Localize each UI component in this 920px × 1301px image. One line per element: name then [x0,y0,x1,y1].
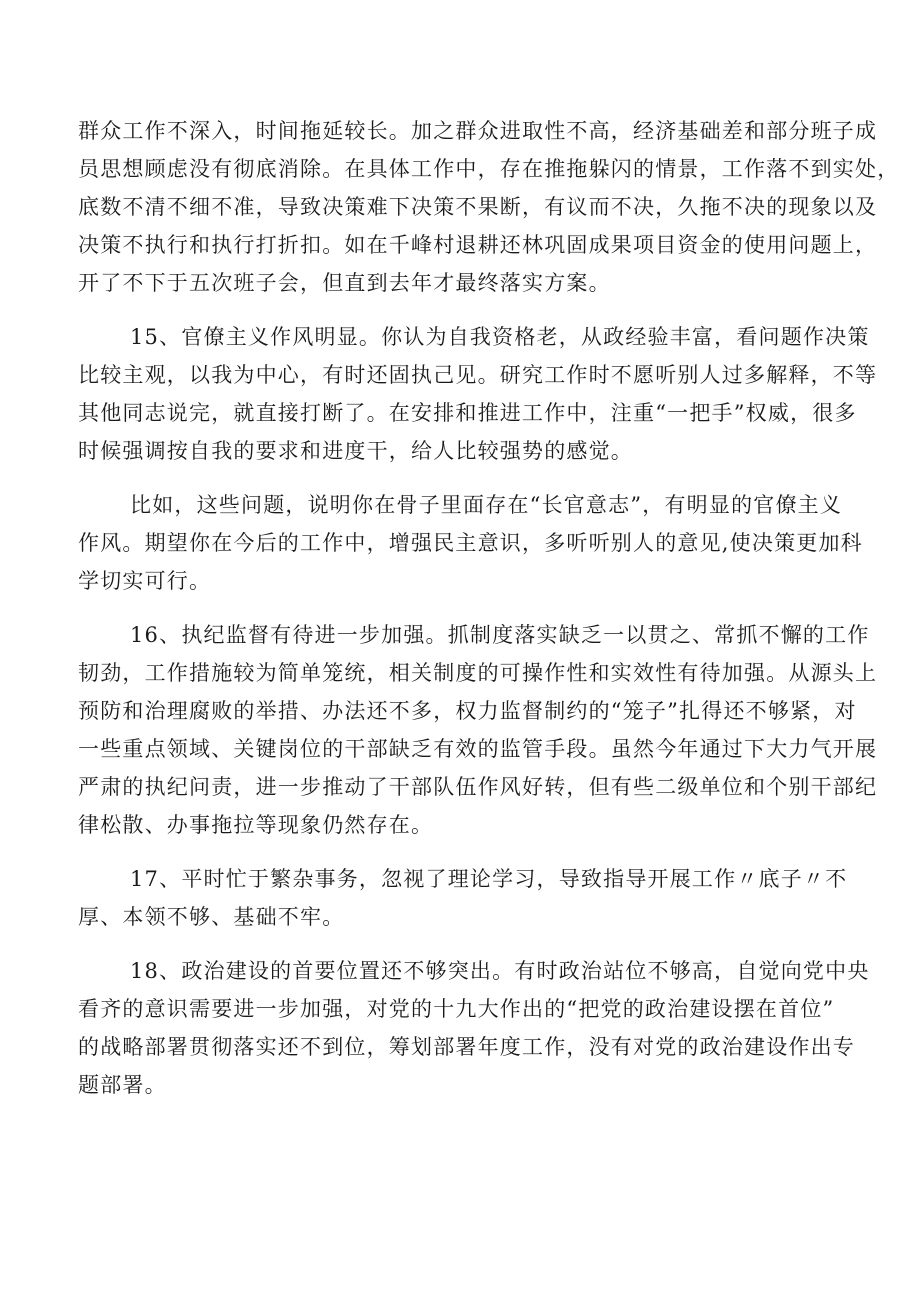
text-line: 律松散、办事拖拉等现象仍然存在。 [78,813,434,837]
paragraph-item-16 [78,616,878,844]
text-line: 员思想顾虑没有彻底消除。在具体工作中，存在推拖躲闪的情景，工作落不到实处， [78,157,900,181]
text-line: 底数不清不细不准，导致决策难下决策不果断，有议而不决，久拖不决的现象以及 [78,195,878,219]
paragraph-item-15-comment [78,486,878,600]
document-body [78,112,900,1104]
text-line: 比如，这些问题，说明你在骨子里面存在“长官意志”，有明显的官僚主义 [130,493,843,517]
paragraph-item-15 [78,318,878,470]
text-line: 开了不下于五次班子会，但直到去年才最终落实方案。 [78,271,611,295]
text-line: 严肃的执纪问责，进一步推动了干部队伍作风好转，但有些二级单位和个别干部纪 [78,775,878,799]
text-line: 预防和治理腐败的举措、办法还不多，权力监督制约的“笼子”扎得还不够紧，对 [78,699,857,723]
text-line: 16、执纪监督有待进一步加强。抓制度落实缺乏一以贯之、常抓不懈的工作 [130,623,870,647]
text-line: 决策不执行和执行打折扣。如在千峰村退耕还林巩固成果项目资金的使用问题上， [78,233,878,257]
paragraph-gap [78,936,878,952]
text-line: 看齐的意识需要进一步加强，对党的十九大作出的“把党的政治建设摆在首位” [78,997,835,1021]
paragraph-gap [78,844,878,860]
text-line: 一些重点领域、关键岗位的干部缺乏有效的监管手段。虽然今年通过下大力气开展 [78,737,878,761]
text-line: 学切实可行。 [78,569,212,593]
text-line: 18、政治建设的首要位置还不够突出。有时政治站位不够高，自觉向党中央 [130,959,870,983]
text-line: 的战略部署贯彻落实还不到位，筹划部署年度工作，没有对党的政治建设作出专 [78,1035,855,1059]
paragraph-item-17 [78,860,878,936]
text-line: 厚、本领不够、基础不牢。 [78,905,345,929]
text-line: 韧劲，工作措施较为简单笼统，相关制度的可操作性和实效性有待加强。从源头上 [78,661,878,685]
paragraph-continuation [78,112,900,302]
text-line: 作风。期望你在今后的工作中，增强民主意识，多听听别人的意见,使决策更加科 [78,531,863,555]
text-line: 17、平时忙于繁杂事务，忽视了理论学习，导致指导开展工作〃底子〃不 [130,867,848,891]
text-line: 群众工作不深入，时间拖延较长。加之群众进取性不高，经济基础差和部分班子成 [78,119,878,143]
text-line: 题部署。 [78,1073,167,1097]
paragraph-item-18 [78,952,878,1104]
text-line: 其他同志说完，就直接打断了。在安排和推进工作中，注重“一把手”权威，很多 [78,401,857,425]
text-line: 15、官僚主义作风明显。你认为自我资格老，从政经验丰富，看问题作决策 [130,325,870,349]
text-line: 时候强调按自我的要求和进度干，给人比较强势的感觉。 [78,439,633,463]
text-line: 比较主观，以我为中心，有时还固执己见。研究工作时不愿听别人过多解释，不等 [78,363,878,387]
paragraph-gap [78,600,878,616]
paragraph-gap [78,470,878,486]
paragraph-gap [78,302,878,318]
